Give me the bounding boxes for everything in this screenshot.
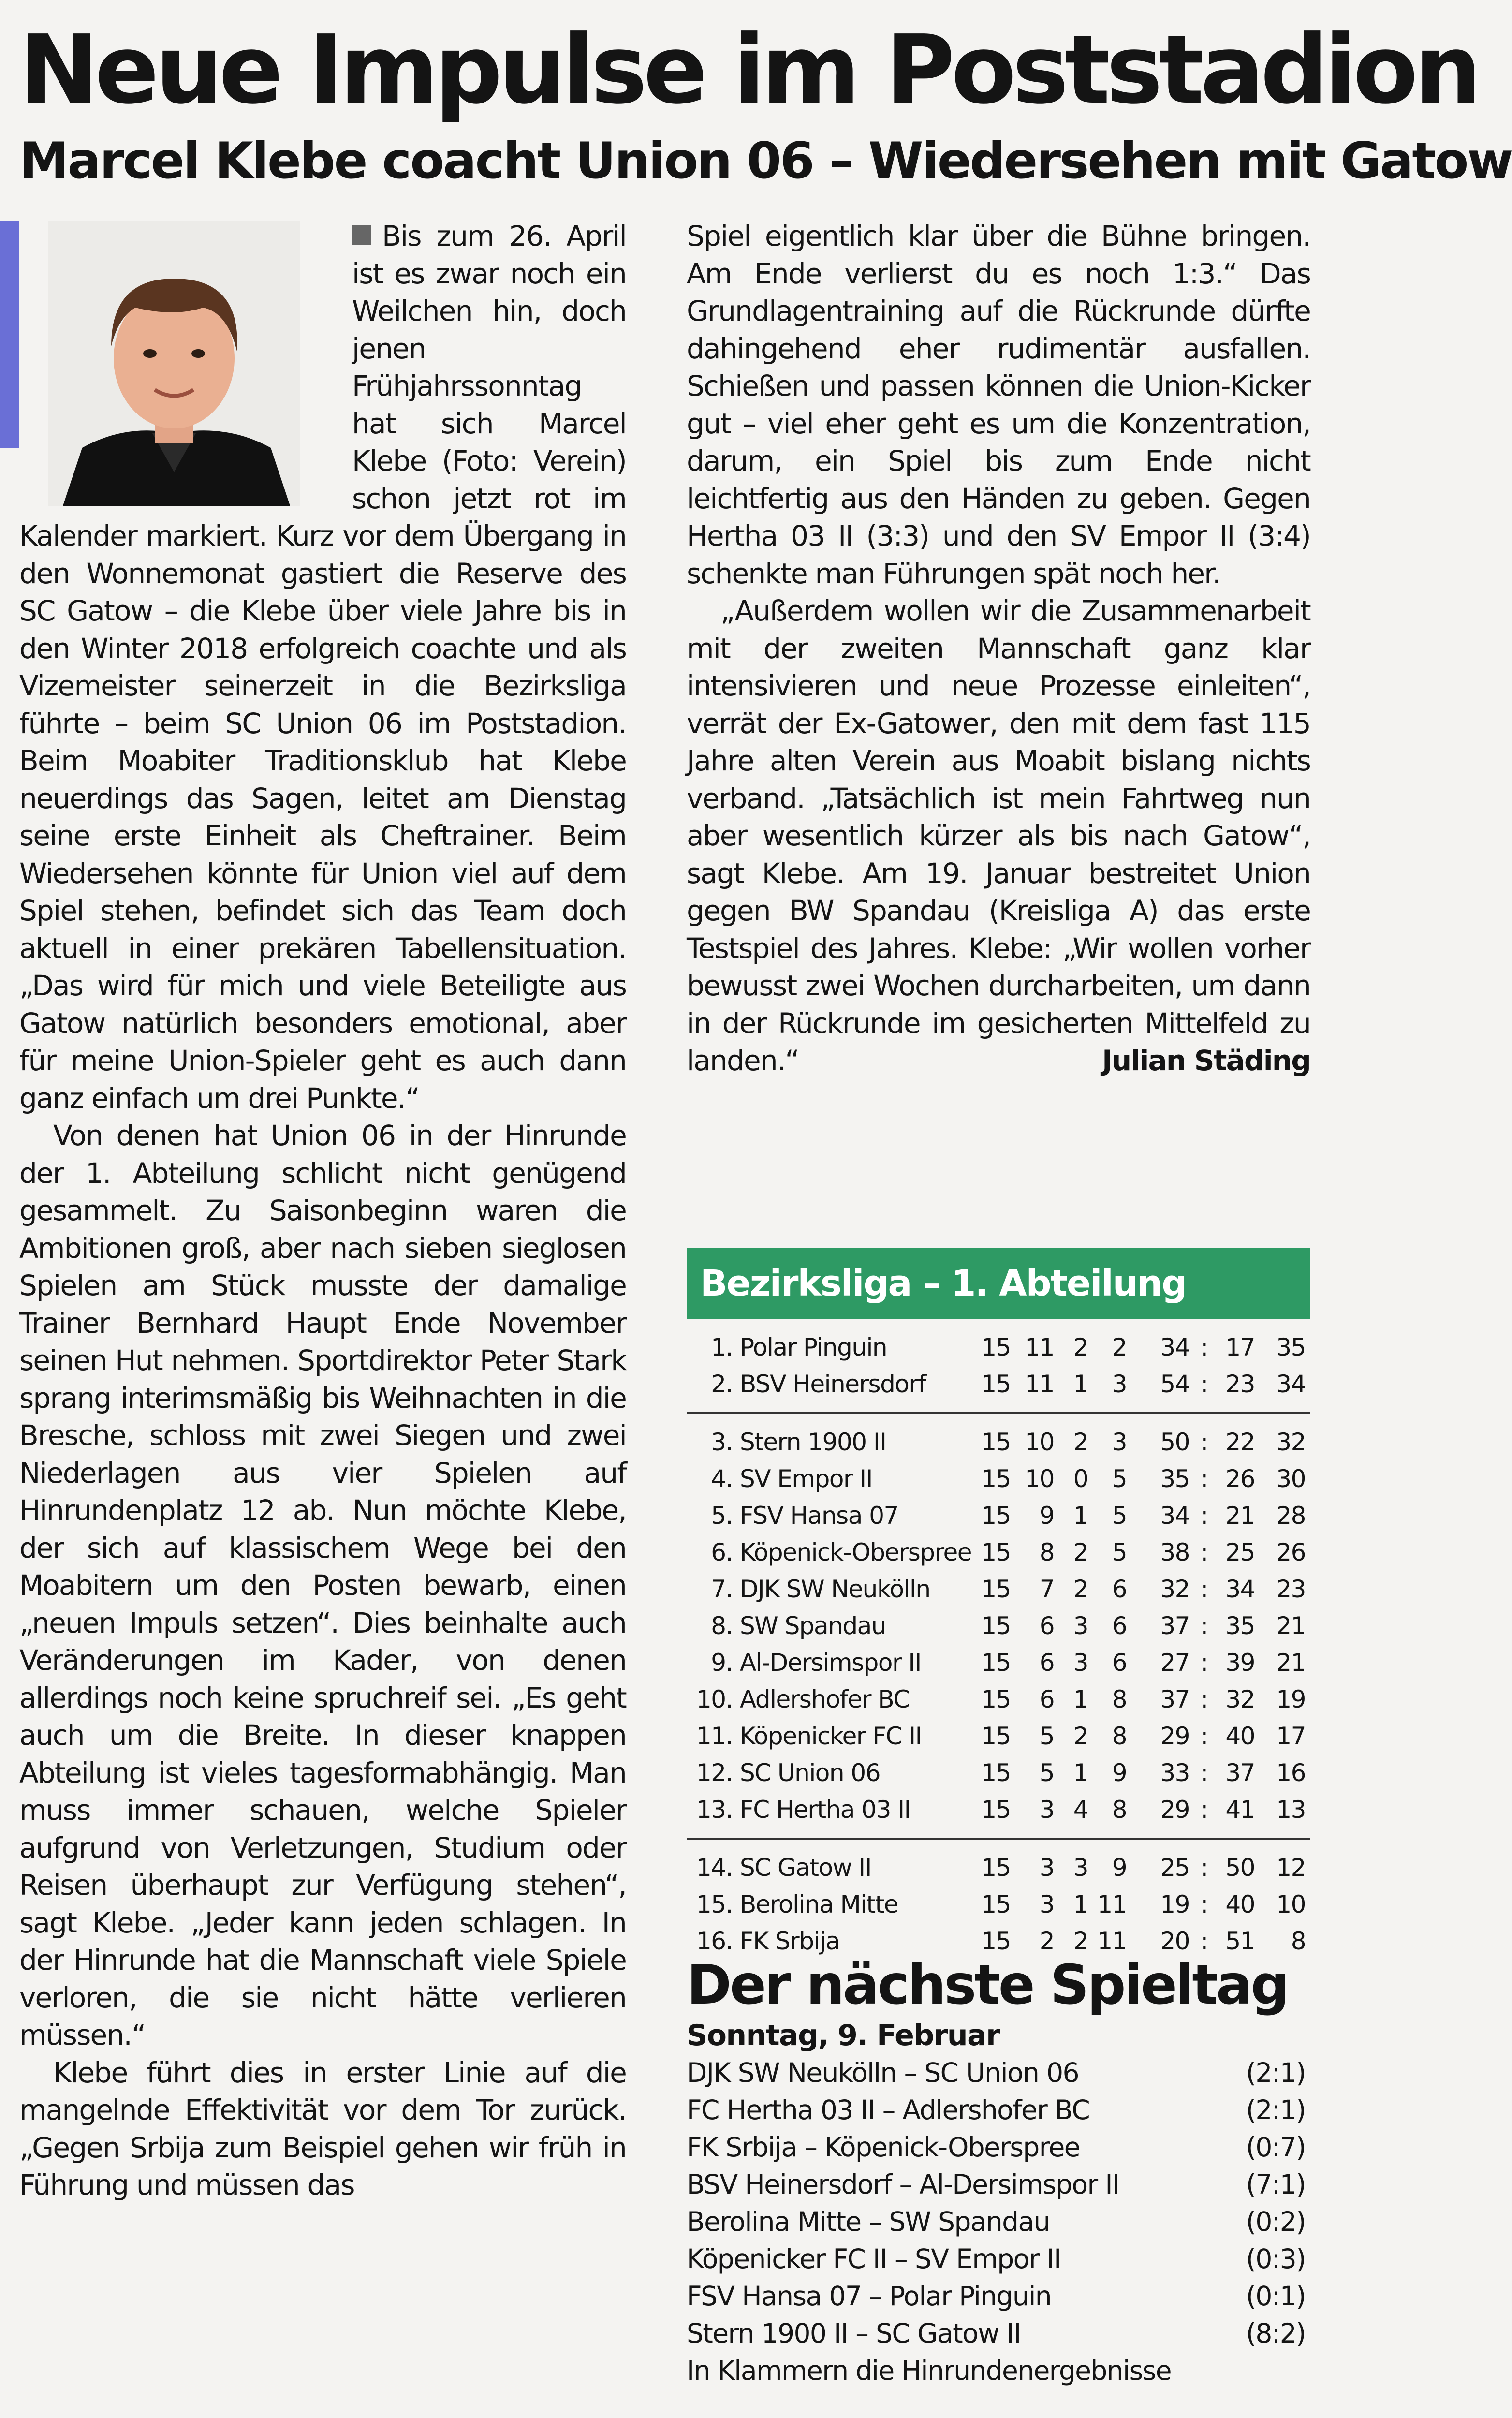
- goals-for-cell: 20: [1160, 1927, 1189, 1955]
- goal-separator: :: [1200, 1370, 1208, 1398]
- team-cell: Stern 1900 II: [740, 1428, 886, 1456]
- points-cell: 34: [1276, 1370, 1306, 1398]
- table-row: [687, 1791, 1310, 1828]
- rank-cell: 7.: [711, 1575, 733, 1603]
- rank-cell: 15.: [696, 1890, 733, 1918]
- draws-cell: 2: [1073, 1428, 1088, 1456]
- points-cell: 21: [1276, 1649, 1306, 1677]
- team-cell: Berolina Mitte: [740, 1890, 898, 1918]
- goals-for-cell: 34: [1160, 1333, 1189, 1361]
- goals-against-cell: 22: [1225, 1428, 1255, 1456]
- points-cell: 10: [1276, 1890, 1306, 1918]
- goal-separator: :: [1200, 1722, 1208, 1750]
- table-row: [687, 1755, 1310, 1791]
- table-row: [687, 1849, 1310, 1886]
- rank-cell: 11.: [696, 1722, 733, 1750]
- points-cell: 26: [1276, 1538, 1306, 1566]
- author-byline: Julian Städing: [1102, 1044, 1310, 1077]
- goals-for-cell: 29: [1160, 1722, 1189, 1750]
- wins-cell: 9: [1039, 1502, 1054, 1530]
- subheadline: Marcel Klebe coacht Union 06 – Wiedersehen mit Gatow: [19, 132, 1512, 190]
- team-cell: Polar Pinguin: [740, 1333, 887, 1361]
- goals-against-cell: 35: [1225, 1612, 1255, 1640]
- games-cell: 15: [981, 1575, 1011, 1603]
- paragraph-text: „Außerdem wollen wir die Zusammenarbeit mit der zweiten Mannschaft ganz klar intensivieren und neue Prozesse einleiten“, verrät der Ex-Gatower, den mit dem fast 115 Jahre alten Verein aus Moabit bislang nichts verband. „Tatsächlich ist mein Fahrtweg nun aber wesentlich kürzer als bis nach Gatow“, sagt Klebe. Am 19. Januar bestreitet Union gegen BW Spandau (Kreisliga A) das erste Testspiel des Jahres. Klebe: „Wir wollen vorher bewusst zwei Wochen durcharbeiten, um dann in der Rückrunde im gesicherten Mittelfeld zu landen.“: [687, 594, 1310, 1077]
- goals-for-cell: 33: [1160, 1759, 1189, 1787]
- first-leg-result: (8:2): [1246, 2318, 1306, 2349]
- games-cell: 15: [981, 1854, 1011, 1882]
- points-cell: 16: [1276, 1759, 1306, 1787]
- draws-cell: 1: [1073, 1370, 1088, 1398]
- goal-separator: :: [1200, 1575, 1208, 1603]
- article-paragraph-2: Von denen hat Union 06 in der Hinrunde der 1. Abteilung schlicht nicht genügend gesammelt. Zu Saisonbeginn waren die Ambitionen groß, aber nach sieben sieglosen Spielen am Stück musste der damalige Trainer Bernhard Haupt Ende November seinen Hut nehmen. Sportdirektor Peter Stark sprang interimsmäßig bis Weihnachten in die Bresche, schloss mit zwei Siegen und zwei Niederlagen aus vier Spielen auf Hinrundenplatz 12 ab. Nun möchte Klebe, der sich auf klassischem Wege bei den Moabitern um den Posten bewarb, einen „neuen Impuls setzen“. Dies beinhalte auch Veränderungen im Kader, von denen allerdings noch keine spruchreif sei. „Es geht auch um die Breite. In dieser knappen Abteilung ist vieles tagesformabhängig. Man muss immer schauen, welche Spieler aufgrund von Verletzungen, Studium oder Reisen überhaupt zur Verfügung stehen“, sagt Klebe. „Jeder kann jeden schlagen. In der Hinrunde hat die Mannschaft viele Spiele verloren, die sie nicht hätte verlieren müssen.“: [19, 1119, 626, 2051]
- team-cell: SC Union 06: [740, 1759, 881, 1787]
- goal-separator: :: [1200, 1890, 1208, 1918]
- draws-cell: 2: [1073, 1333, 1088, 1361]
- losses-cell: 3: [1112, 1370, 1127, 1398]
- first-leg-result: (0:1): [1246, 2281, 1306, 2312]
- games-cell: 15: [981, 1796, 1011, 1824]
- table-group: [687, 1319, 1310, 1414]
- losses-cell: 6: [1112, 1612, 1127, 1640]
- losses-cell: 5: [1112, 1465, 1127, 1493]
- goal-separator: :: [1200, 1612, 1208, 1640]
- match-row: [687, 2278, 1310, 2315]
- headline: Neue Impulse im Poststadion: [19, 15, 1478, 125]
- wins-cell: 6: [1039, 1685, 1054, 1713]
- table-row: [687, 1886, 1310, 1923]
- wins-cell: 3: [1039, 1890, 1054, 1918]
- match-list: [687, 2054, 1310, 2352]
- table-row: [687, 1497, 1310, 1534]
- losses-cell: 5: [1112, 1502, 1127, 1530]
- points-cell: 12: [1276, 1854, 1306, 1882]
- rank-cell: 3.: [711, 1428, 733, 1456]
- draws-cell: 1: [1073, 1890, 1088, 1918]
- points-cell: 28: [1276, 1502, 1306, 1530]
- article-paragraph-5: [687, 592, 1310, 1080]
- goals-for-cell: 50: [1160, 1428, 1189, 1456]
- draws-cell: 1: [1073, 1759, 1088, 1787]
- table-row: [687, 1681, 1310, 1718]
- losses-cell: 11: [1097, 1927, 1127, 1955]
- points-cell: 23: [1276, 1575, 1306, 1603]
- losses-cell: 11: [1097, 1890, 1127, 1918]
- goals-against-cell: 40: [1225, 1722, 1255, 1750]
- wins-cell: 7: [1039, 1575, 1054, 1603]
- team-cell: Köpenicker FC II: [740, 1722, 922, 1750]
- goals-against-cell: 34: [1225, 1575, 1255, 1603]
- portrait-illustration: [0, 221, 338, 511]
- wins-cell: 8: [1039, 1538, 1054, 1566]
- rank-cell: 8.: [711, 1612, 733, 1640]
- games-cell: 15: [981, 1927, 1011, 1955]
- first-leg-result: (2:1): [1246, 2094, 1306, 2125]
- draws-cell: 1: [1073, 1685, 1088, 1713]
- goal-separator: :: [1200, 1927, 1208, 1955]
- team-cell: Al-Dersimspor II: [740, 1649, 921, 1677]
- team-cell: Adlershofer BC: [740, 1685, 910, 1713]
- first-leg-result: (7:1): [1246, 2169, 1306, 2200]
- goals-for-cell: 37: [1160, 1685, 1189, 1713]
- games-cell: 15: [981, 1538, 1011, 1566]
- goal-separator: :: [1200, 1796, 1208, 1824]
- rank-cell: 4.: [711, 1465, 733, 1493]
- games-cell: 15: [981, 1428, 1011, 1456]
- table-row: [687, 1460, 1310, 1497]
- table-row: [687, 1607, 1310, 1644]
- games-cell: 15: [981, 1502, 1011, 1530]
- goals-for-cell: 25: [1160, 1854, 1189, 1882]
- table-row: [687, 1366, 1310, 1402]
- table-row: [687, 1329, 1310, 1366]
- wins-cell: 11: [1025, 1333, 1054, 1361]
- games-cell: 15: [981, 1370, 1011, 1398]
- goals-against-cell: 51: [1225, 1927, 1255, 1955]
- league-table-body: [687, 1319, 1310, 1969]
- match-pairing: FC Hertha 03 II – Adlershofer BC: [687, 2094, 1090, 2125]
- table-row: [687, 1718, 1310, 1755]
- table-row: [687, 1571, 1310, 1607]
- goal-separator: :: [1200, 1685, 1208, 1713]
- wins-cell: 10: [1025, 1428, 1054, 1456]
- rank-cell: 1.: [711, 1333, 733, 1361]
- goals-against-cell: 26: [1225, 1465, 1255, 1493]
- rank-cell: 10.: [696, 1685, 733, 1713]
- article-column-2: [687, 218, 1310, 1080]
- points-cell: 21: [1276, 1612, 1306, 1640]
- points-cell: 8: [1291, 1927, 1306, 1955]
- wins-cell: 2: [1039, 1927, 1054, 1955]
- league-table-title: Bezirksliga – 1. Abteilung: [687, 1248, 1310, 1319]
- goal-separator: :: [1200, 1428, 1208, 1456]
- team-cell: FK Srbija: [740, 1927, 840, 1955]
- match-pairing: Köpenicker FC II – SV Empor II: [687, 2243, 1061, 2274]
- rank-cell: 9.: [711, 1649, 733, 1677]
- points-cell: 35: [1276, 1333, 1306, 1361]
- rank-cell: 6.: [711, 1538, 733, 1566]
- paragraph-text: Bis zum 26. April ist es zwar noch ein Weilchen hin, doch jenen Frühjahrssonntag hat sich Marcel Klebe (Foto: Verein) schon jetzt rot im Kalender markiert. Kurz vor dem Übergang in den Wonnemonat gastiert die Reserve des SC Gatow – die Klebe über viele Jahre bis in den Winter 2018 erfolgreich coachte und als Vizemeister seinerzeit in die Bezirksliga führte – beim SC Union 06 im Poststadion. Beim Moabiter Traditionsklub hat Klebe neuerdings das Sagen, leitet am Dienstag seine erste Einheit als Cheftrainer. Beim Wiedersehen könnte für Union viel auf dem Spiel stehen, befindet sich das Team doch aktuell in einer prekären Tabellensituation. „Das wird für mich und viele Beteiligte aus Gatow natürlich besonders emotional, aber für meine Union-Spieler geht es auch dann ganz einfach um drei Punkte.“: [19, 220, 626, 1115]
- draws-cell: 2: [1073, 1538, 1088, 1566]
- draws-cell: 3: [1073, 1612, 1088, 1640]
- match-row: [687, 2203, 1310, 2241]
- losses-cell: 9: [1112, 1759, 1127, 1787]
- goal-separator: :: [1200, 1538, 1208, 1566]
- match-row: [687, 2166, 1310, 2203]
- games-cell: 15: [981, 1465, 1011, 1493]
- goal-separator: :: [1200, 1649, 1208, 1677]
- next-matchday-date: Sonntag, 9. Februar: [687, 2019, 1000, 2052]
- goals-for-cell: 54: [1160, 1370, 1189, 1398]
- goals-for-cell: 19: [1160, 1890, 1189, 1918]
- next-matchday-title: Der nächste Spieltag: [687, 1954, 1288, 2017]
- team-cell: DJK SW Neukölln: [740, 1575, 930, 1603]
- goals-against-cell: 37: [1225, 1759, 1255, 1787]
- losses-cell: 6: [1112, 1575, 1127, 1603]
- square-bullet-icon: [352, 225, 371, 245]
- draws-cell: 0: [1073, 1465, 1088, 1493]
- goals-against-cell: 21: [1225, 1502, 1255, 1530]
- wins-cell: 11: [1025, 1370, 1054, 1398]
- match-row: [687, 2241, 1310, 2278]
- team-cell: FC Hertha 03 II: [740, 1796, 910, 1824]
- team-cell: SV Empor II: [740, 1465, 872, 1493]
- table-group: [687, 1840, 1310, 1969]
- rank-cell: 13.: [696, 1796, 733, 1824]
- match-pairing: DJK SW Neukölln – SC Union 06: [687, 2057, 1079, 2088]
- first-leg-result: (0:3): [1246, 2243, 1306, 2274]
- rank-cell: 2.: [711, 1370, 733, 1398]
- goals-for-cell: 32: [1160, 1575, 1189, 1603]
- games-cell: 15: [981, 1685, 1011, 1713]
- wins-cell: 6: [1039, 1612, 1054, 1640]
- goals-against-cell: 25: [1225, 1538, 1255, 1566]
- games-cell: 15: [981, 1612, 1011, 1640]
- rank-cell: 12.: [696, 1759, 733, 1787]
- team-cell: SC Gatow II: [740, 1854, 871, 1882]
- draws-cell: 1: [1073, 1502, 1088, 1530]
- goals-against-cell: 23: [1225, 1370, 1255, 1398]
- losses-cell: 9: [1112, 1854, 1127, 1882]
- match-row: [687, 2092, 1310, 2129]
- league-table: [687, 1248, 1310, 1969]
- draws-cell: 2: [1073, 1575, 1088, 1603]
- goal-separator: :: [1200, 1333, 1208, 1361]
- portrait-photo: [0, 221, 338, 511]
- points-cell: 17: [1276, 1722, 1306, 1750]
- losses-cell: 2: [1112, 1333, 1127, 1361]
- table-group: [687, 1414, 1310, 1840]
- match-pairing: FSV Hansa 07 – Polar Pinguin: [687, 2281, 1052, 2312]
- games-cell: 15: [981, 1333, 1011, 1361]
- first-leg-result: (0:2): [1246, 2206, 1306, 2237]
- results-note: In Klammern die Hinrundenergebnisse: [687, 2355, 1171, 2386]
- losses-cell: 8: [1112, 1796, 1127, 1824]
- wins-cell: 5: [1039, 1722, 1054, 1750]
- goal-separator: :: [1200, 1759, 1208, 1787]
- goals-for-cell: 35: [1160, 1465, 1189, 1493]
- losses-cell: 6: [1112, 1649, 1127, 1677]
- match-pairing: FK Srbija – Köpenick-Oberspree: [687, 2132, 1080, 2163]
- team-cell: BSV Heinersdorf: [740, 1370, 926, 1398]
- match-pairing: Stern 1900 II – SC Gatow II: [687, 2318, 1021, 2349]
- goals-against-cell: 17: [1225, 1333, 1255, 1361]
- match-pairing: Berolina Mitte – SW Spandau: [687, 2206, 1050, 2237]
- goals-against-cell: 41: [1225, 1796, 1255, 1824]
- games-cell: 15: [981, 1759, 1011, 1787]
- match-row: [687, 2129, 1310, 2166]
- goals-for-cell: 38: [1160, 1538, 1189, 1566]
- points-cell: 13: [1276, 1796, 1306, 1824]
- article-paragraph-1: [19, 218, 626, 1117]
- games-cell: 15: [981, 1890, 1011, 1918]
- table-row: [687, 1534, 1310, 1571]
- goal-separator: :: [1200, 1502, 1208, 1530]
- rank-cell: 5.: [711, 1502, 733, 1530]
- goals-for-cell: 34: [1160, 1502, 1189, 1530]
- losses-cell: 8: [1112, 1685, 1127, 1713]
- wins-cell: 3: [1039, 1854, 1054, 1882]
- draws-cell: 2: [1073, 1927, 1088, 1955]
- goal-separator: :: [1200, 1854, 1208, 1882]
- wins-cell: 5: [1039, 1759, 1054, 1787]
- first-leg-result: (0:7): [1246, 2132, 1306, 2163]
- match-row: [687, 2054, 1310, 2092]
- goals-against-cell: 50: [1225, 1854, 1255, 1882]
- article-column-1: [19, 218, 626, 2204]
- team-cell: Köpenick-Oberspree: [740, 1538, 972, 1566]
- first-leg-result: (2:1): [1246, 2057, 1306, 2088]
- draws-cell: 2: [1073, 1722, 1088, 1750]
- losses-cell: 8: [1112, 1722, 1127, 1750]
- wins-cell: 3: [1039, 1796, 1054, 1824]
- games-cell: 15: [981, 1722, 1011, 1750]
- points-cell: 30: [1276, 1465, 1306, 1493]
- team-cell: SW Spandau: [740, 1612, 886, 1640]
- draws-cell: 3: [1073, 1649, 1088, 1677]
- goals-against-cell: 40: [1225, 1890, 1255, 1918]
- points-cell: 19: [1276, 1685, 1306, 1713]
- goal-separator: :: [1200, 1465, 1208, 1493]
- draws-cell: 4: [1073, 1796, 1088, 1824]
- table-row: [687, 1424, 1310, 1460]
- wins-cell: 10: [1025, 1465, 1054, 1493]
- goals-for-cell: 37: [1160, 1612, 1189, 1640]
- team-cell: FSV Hansa 07: [740, 1502, 898, 1530]
- points-cell: 32: [1276, 1428, 1306, 1456]
- games-cell: 15: [981, 1649, 1011, 1677]
- wins-cell: 6: [1039, 1649, 1054, 1677]
- next-matchday: [687, 1954, 1310, 2389]
- rank-cell: 14.: [696, 1854, 733, 1882]
- rank-cell: 16.: [696, 1927, 733, 1955]
- table-row: [687, 1644, 1310, 1681]
- article-paragraph-3: Klebe führt dies in erster Linie auf die mangelnde Effektivität vor dem Tor zurück. „Gegen Srbija zum Beispiel gehen wir früh in Führung und müssen das: [19, 2056, 626, 2201]
- goals-for-cell: 27: [1160, 1649, 1189, 1677]
- losses-cell: 5: [1112, 1538, 1127, 1566]
- draws-cell: 3: [1073, 1854, 1088, 1882]
- article-paragraph-4: Spiel eigentlich klar über die Bühne bringen. Am Ende verlierst du es noch 1:3.“ Das Grundlagentraining auf die Rückrunde dürfte dahingehend eher rudimentär ausfallen. Schießen und passen können die Union-Kicker gut – viel eher geht es um die Konzentration, darum, ein Spiel bis zum Ende nicht leichtfertig aus den Händen zu geben. Gegen Hertha 03 II (3:3) und den SV Empor II (3:4) schenkte man Führungen spät noch her.: [687, 220, 1310, 590]
- losses-cell: 3: [1112, 1428, 1127, 1456]
- match-row: [687, 2315, 1310, 2352]
- goals-against-cell: 32: [1225, 1685, 1255, 1713]
- goals-against-cell: 39: [1225, 1649, 1255, 1677]
- match-pairing: BSV Heinersdorf – Al-Dersimspor II: [687, 2169, 1119, 2200]
- goals-for-cell: 29: [1160, 1796, 1189, 1824]
